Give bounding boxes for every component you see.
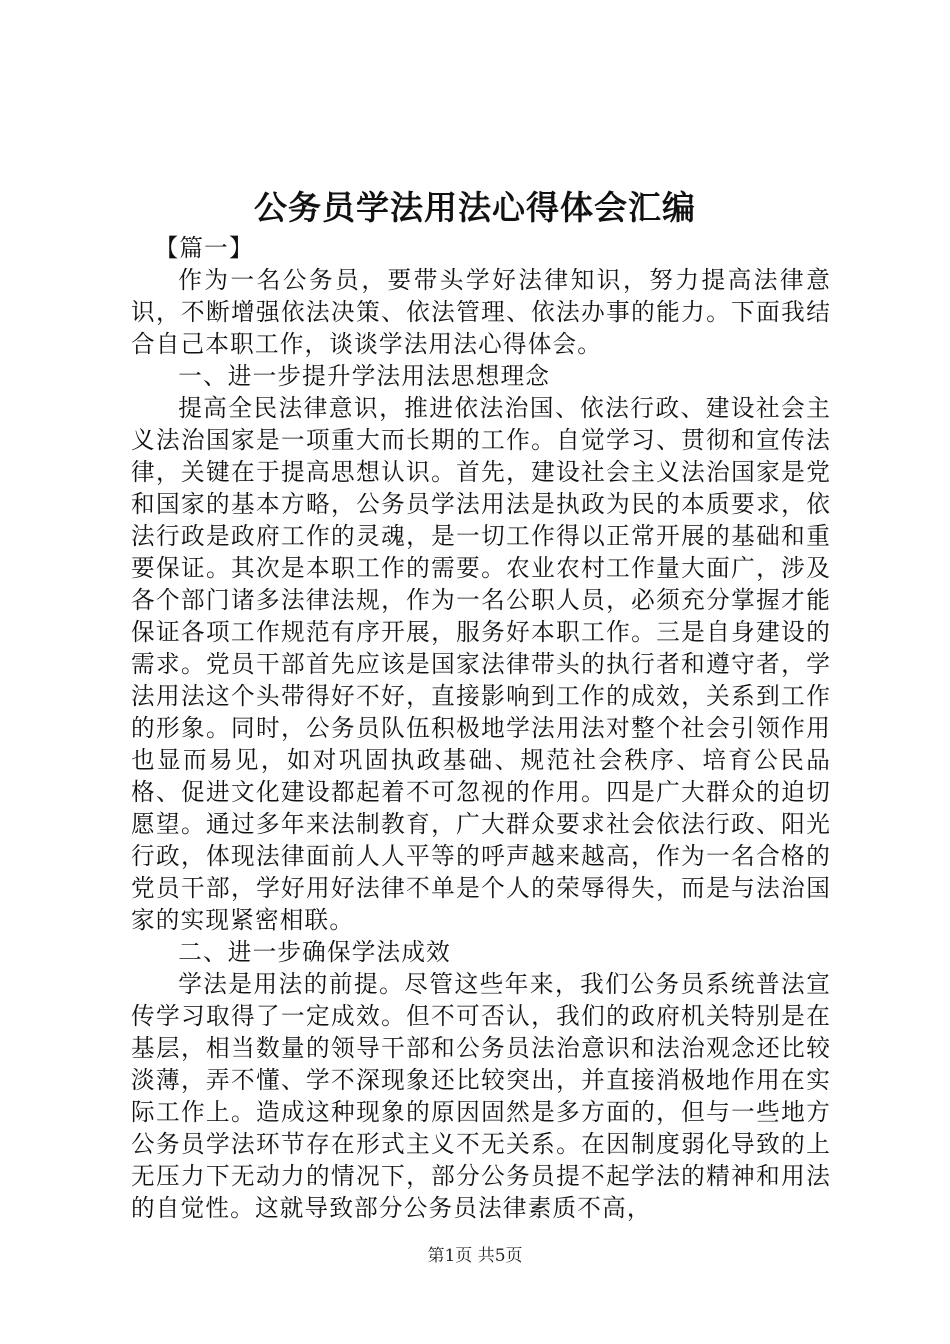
body-paragraph: 作为一名公务员，要带头学好法律知识，努力提高法律意识，不断增强依法决策、依法管理、依法办事的能力。下面我结合自己本职工作，谈谈学法用法心得体会。: [131, 266, 831, 358]
body-paragraph: 提高全民法律意识，推进依法治国、依法行政、建设社会主义法治国家是一项重大而长期的工作。自觉学习、贯彻和宣传法律，关键在于提高思想认识。首先，建设社会主义法治国家是党和国家的基本方略，公务员学法用法是执政为民的本质要求，依法行政是政府工作的灵魂，是一切工作得以正常开展的基础和重要保证。其次是本职工作的需要。农业农村工作量大面广，涉及各个部门诸多法律法规，作为一名公职人员，必须充分掌握才能保证各项工作规范有序开展，服务好本职工作。三是自身建设的需求。党员干部首先应该是国家法律带头的执行者和遵守者，学法用法这个头带得好不好，直接影响到工作的成效，关系到工作的形象。同时，公务员队伍积极地学法用法对整个社会引领作用也显而易见，如对巩固执政基础、规范社会秩序、培育公民品格、促进文化建设都起着不可忽视的作用。四是广大群众的迫切愿望。通过多年来法制教育，广大群众要求社会依法行政、阳光行政，体现法律面前人人平等的呼声越来越高，作为一名合格的党员干部，学好用好法律不单是个人的荣辱得失，而是与法治国家的实现紧密相联。: [131, 394, 831, 934]
document-body: [131, 232, 831, 1224]
page-footer: 第1页 共5页: [427, 1246, 523, 1266]
section-heading: 一、进一步提升学法用法思想理念: [178, 362, 551, 390]
document-title: 公务员学法用法心得体会汇编: [254, 188, 696, 227]
section-heading: 二、进一步确保学法成效: [178, 938, 451, 966]
section-label: 【篇一】: [154, 234, 254, 262]
body-paragraph: 学法是用法的前提。尽管这些年来，我们公务员系统普法宣传学习取得了一定成效。但不可否认，我们的政府机关特别是在基层，相当数量的领导干部和公务员法治意识和法治观念还比较淡薄，弄不懂、学不深现象还比较突出，并直接消极地作用在实际工作上。造成这种现象的原因固然是多方面的，但与一些地方公务员学法环节存在形式主义不无关系。在因制度弱化导致的上无压力下无动力的情况下，部分公务员提不起学法的精神和用法的自觉性。这就导致部分公务员法律素质不高，: [131, 970, 831, 1222]
